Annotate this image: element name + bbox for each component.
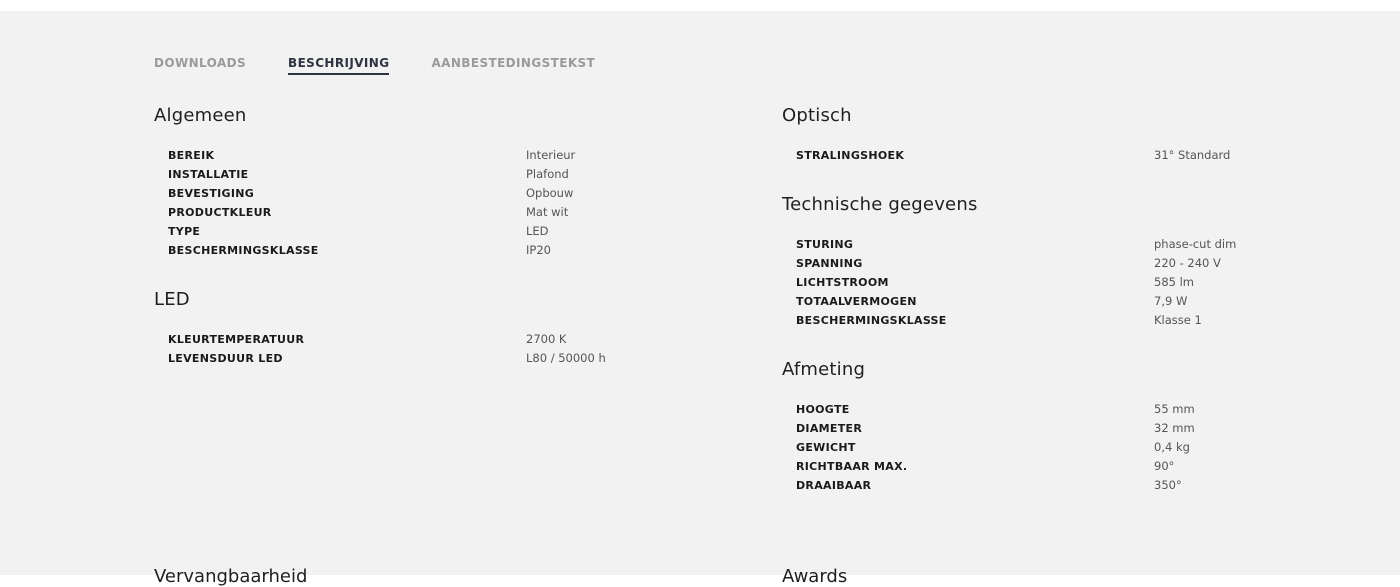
spec-label: BEREIK: [168, 149, 215, 162]
spec-label: DRAAIBAAR: [796, 479, 872, 492]
spec-row: [154, 203, 714, 222]
spec-value: 7,9 W: [1154, 294, 1188, 308]
spec-value: 32 mm: [1154, 421, 1195, 435]
spec-label: RICHTBAAR MAX.: [796, 460, 908, 473]
spec-row: [782, 254, 1342, 273]
section-title-vervangbaarheid: Vervangbaarheid: [154, 566, 308, 587]
spec-value: 350°: [1154, 478, 1182, 492]
spec-value: 31° Standard: [1154, 148, 1231, 162]
section-title-technische-gegevens: Technische gegevens: [782, 194, 978, 215]
spec-value: phase-cut dim: [1154, 237, 1237, 251]
section-title-algemeen: Algemeen: [154, 105, 247, 126]
spec-label: BESCHERMINGSKLASSE: [168, 244, 319, 257]
section-title-afmeting: Afmeting: [782, 359, 866, 380]
spec-label: SPANNING: [796, 257, 863, 270]
spec-value: Mat wit: [526, 205, 569, 219]
spec-row: [154, 241, 714, 260]
spec-row: [782, 273, 1342, 292]
spec-label: TYPE: [168, 225, 201, 238]
spec-row: [154, 349, 714, 368]
spec-row: [782, 457, 1342, 476]
spec-row: [782, 438, 1342, 457]
product-specs-panel: [0, 11, 1400, 587]
spec-label: BESCHERMINGSKLASSE: [796, 314, 947, 327]
section-technische-gegevens: [782, 193, 1342, 330]
right-column: [782, 104, 1342, 523]
spec-row: [782, 235, 1342, 254]
spec-label: KLEURTEMPERATUUR: [168, 333, 305, 346]
section-title-led: LED: [154, 289, 190, 310]
spec-value: IP20: [526, 243, 551, 257]
spec-label: STRALINGSHOEK: [796, 149, 905, 162]
spec-value: Klasse 1: [1154, 313, 1202, 327]
spec-label: LICHTSTROOM: [796, 276, 889, 289]
spec-row: [154, 184, 714, 203]
spec-row: [782, 476, 1342, 495]
spec-row: [154, 165, 714, 184]
section-algemeen: [154, 104, 714, 260]
left-column: [154, 104, 714, 396]
spec-row: [782, 400, 1342, 419]
spec-label: BEVESTIGING: [168, 187, 255, 200]
spec-value: 90°: [1154, 459, 1175, 473]
spec-row: [154, 330, 714, 349]
spec-label: TOTAALVERMOGEN: [796, 295, 917, 308]
spec-value: LED: [526, 224, 549, 238]
section-afmeting: [782, 358, 1342, 495]
spec-value: 0,4 kg: [1154, 440, 1190, 454]
spec-label: DIAMETER: [796, 422, 863, 435]
spec-label: LEVENSDUUR LED: [168, 352, 283, 365]
section-led: [154, 288, 714, 368]
spec-row: [782, 311, 1342, 330]
spec-label: HOOGTE: [796, 403, 850, 416]
section-title-awards: Awards: [782, 566, 848, 587]
spec-row: [782, 419, 1342, 438]
spec-value: Interieur: [526, 148, 576, 162]
tab-bar: [154, 56, 637, 75]
section-optisch: [782, 104, 1342, 165]
spec-value: Plafond: [526, 167, 569, 181]
spec-value: L80 / 50000 h: [526, 351, 606, 365]
tab-downloads[interactable]: DOWNLOADS: [154, 56, 247, 70]
spec-label: GEWICHT: [796, 441, 856, 454]
spec-value: 585 lm: [1154, 275, 1195, 289]
spec-label: INSTALLATIE: [168, 168, 249, 181]
spec-row: [782, 146, 1342, 165]
spec-label: PRODUCTKLEUR: [168, 206, 272, 219]
section-title-optisch: Optisch: [782, 105, 852, 126]
spec-label: STURING: [796, 238, 854, 251]
spec-row: [154, 146, 714, 165]
spec-value: Opbouw: [526, 186, 574, 200]
spec-row: [154, 222, 714, 241]
spec-row: [782, 292, 1342, 311]
tab-aanbestedingstekst[interactable]: AANBESTEDINGSTEKST: [431, 56, 596, 70]
spec-value: 55 mm: [1154, 402, 1195, 416]
tab-beschrijving[interactable]: BESCHRIJVING: [288, 56, 389, 75]
top-strip: [0, 0, 1400, 11]
spec-value: 2700 K: [526, 332, 567, 346]
spec-value: 220 - 240 V: [1154, 256, 1221, 270]
